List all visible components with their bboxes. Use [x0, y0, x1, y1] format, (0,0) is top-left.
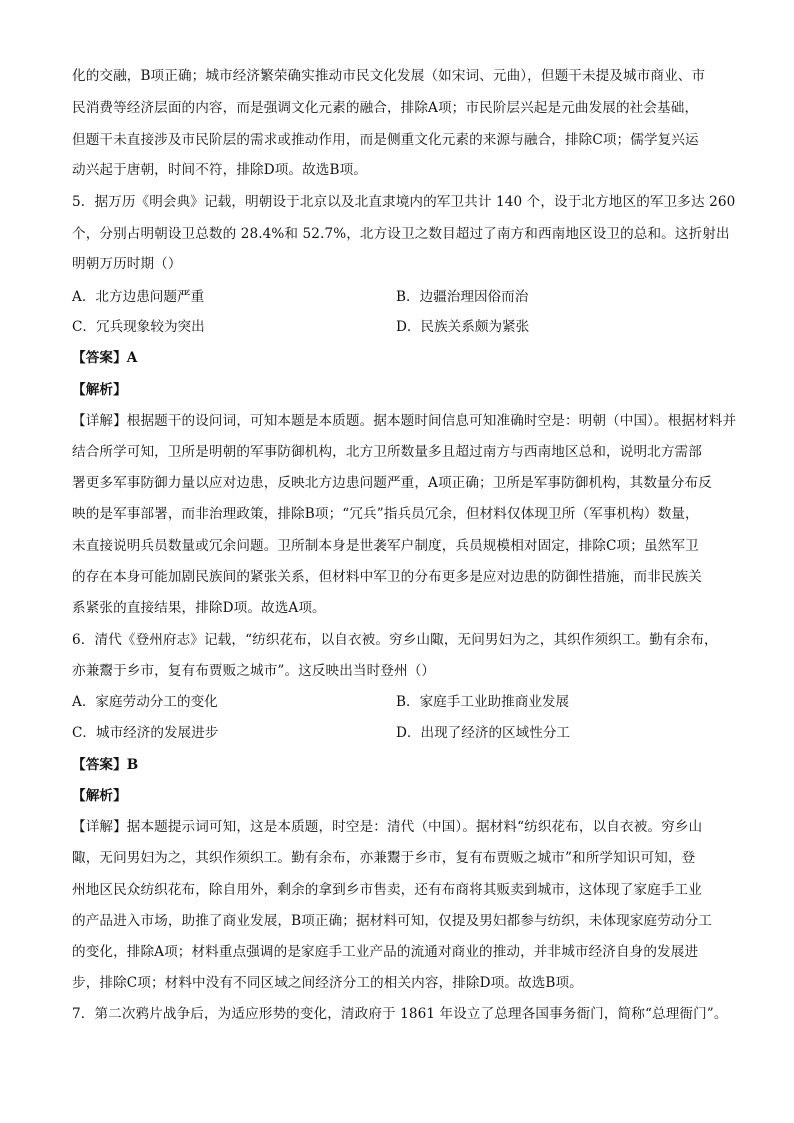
q5-detail-line: 结合所学可知，卫所是明朝的军事防御机构，北方卫所数量多且超过南方与西南地区总和，说明北方需部: [72, 444, 702, 460]
q6-detail-line: 的变化，排除A项；材料重点强调的是家庭手工业产品的流通对商业的推动，并非城市经济自身的发展进: [72, 944, 699, 960]
q6-analysis-label: 【解析】: [72, 788, 127, 804]
q6-detail-line: 【详解】据本题提示词可知，这是本质题，时空是：清代（中国）。据材料“纺织花布，以自衣被。穷乡山: [72, 819, 703, 835]
q6-detail-line: 步，排除C项；材料中没有不同区域之间经济分工的相关内容，排除D项。故选B项。: [72, 975, 583, 991]
q5-answer-label: 【答案】A: [72, 350, 138, 366]
q6-detail-line: 州地区民众纺织花布，除自用外，剩余的拿到乡市售卖，还有布商将其贩卖到城市，这体现了家庭手工业: [72, 882, 702, 898]
q5-option-a: A．北方边患问题严重: [72, 289, 205, 305]
q4-detail-line: 但题干未直接涉及市民阶层的需求或推动作用，而是侧重文化元素的来源与融合，排除C项；儒学复兴运: [72, 132, 699, 148]
q6-stem-line: 亦兼鬻于乡市，复有布贾贩之城市”。这反映出当时登州（）: [72, 663, 436, 679]
q6-stem-line: 6．清代《登州府志》记载，“纺织花布，以自衣被。穷乡山陬，无问男妇为之，其织作须织工。勤有余布，: [72, 632, 718, 648]
q6-option-c: C．城市经济的发展进步: [72, 725, 219, 741]
q5-stem-line: 5．据万历《明会典》记载，明朝设于北京以及北直隶境内的军卫共计 140 个，设于北方地区的军卫多达 260: [72, 194, 736, 210]
q5-detail-line: 【详解】根据题干的设问词，可知本题是本质题。据本题时间信息可知准确时空是：明朝（中国）。根据材料并: [72, 413, 737, 429]
q5-stem-line: 个，分别占明朝设卫总数的 28.4%和 52.7%，北方设卫之数目超过了南方和西南地区设卫的总和。这折射出: [72, 226, 730, 242]
q6-option-b: B．家庭手工业助推商业发展: [396, 694, 570, 710]
q6-option-a: A．家庭劳动分工的变化: [72, 694, 218, 710]
q5-detail-line: 的存在本身可能加剧民族间的紧张关系，但材料中军卫的分布更多是应对边患的防御性措施，而非民族关: [72, 569, 702, 585]
q5-detail-line: 映的是军事部署，而非治理政策，排除B项；“冗兵”指兵员冗余，但材料仅体现卫所（军事机构）数量，: [72, 506, 699, 522]
q4-detail-line: 民消费等经济层面的内容，而是强调文化元素的融合，排除A项；市民阶层兴起是元曲发展的社会基础，: [72, 100, 699, 116]
q5-detail-line: 系紧张的直接结果，排除D项。故选A项。: [72, 600, 326, 616]
q6-answer-label: 【答案】B: [72, 757, 139, 773]
q7-stem-line: 7．第二次鸦片战争后，为适应形势的变化，清政府于 1861 年设立了总理各国事务衙门，简称“总理衙门”。: [72, 1006, 728, 1022]
q5-option-c: C．冗兵现象较为突出: [72, 319, 205, 335]
q4-detail-line: 动兴起于唐朝，时间不符，排除D项。故选B项。: [72, 162, 367, 178]
q5-option-b: B．边疆治理因俗而治: [396, 289, 529, 305]
q5-detail-line: 未直接说明兵员数量或冗余问题。卫所制本身是世袭军户制度，兵员规模相对固定，排除C项；虽然军卫: [72, 538, 699, 554]
q5-option-d: D．民族关系颇为紧张: [396, 319, 530, 335]
q6-detail-line: 陬，无问男妇为之，其织作须织工。勤有余布，亦兼鬻于乡市，复有布贾贩之城市”和所学知识可知，登: [72, 850, 696, 866]
q5-detail-line: 署更多军事防御力量以应对边患，反映北方边患问题严重，A项正确；卫所是军事防御机构，其数量分布反: [72, 475, 712, 491]
q6-option-d: D．出现了经济的区域性分工: [396, 725, 571, 741]
q5-analysis-label: 【解析】: [72, 382, 127, 398]
q5-stem-line: 明朝万历时期（）: [72, 256, 182, 272]
q6-detail-line: 的产品进入市场，助推了商业发展，B项正确；据材料可知，仅提及男妇都参与纺织，未体现家庭劳动分工: [72, 913, 712, 929]
q4-detail-line: 化的交融，B项正确；城市经济繁荣确实推动市民文化发展（如宋词、元曲），但题干未提及城市商业、市: [72, 68, 706, 84]
